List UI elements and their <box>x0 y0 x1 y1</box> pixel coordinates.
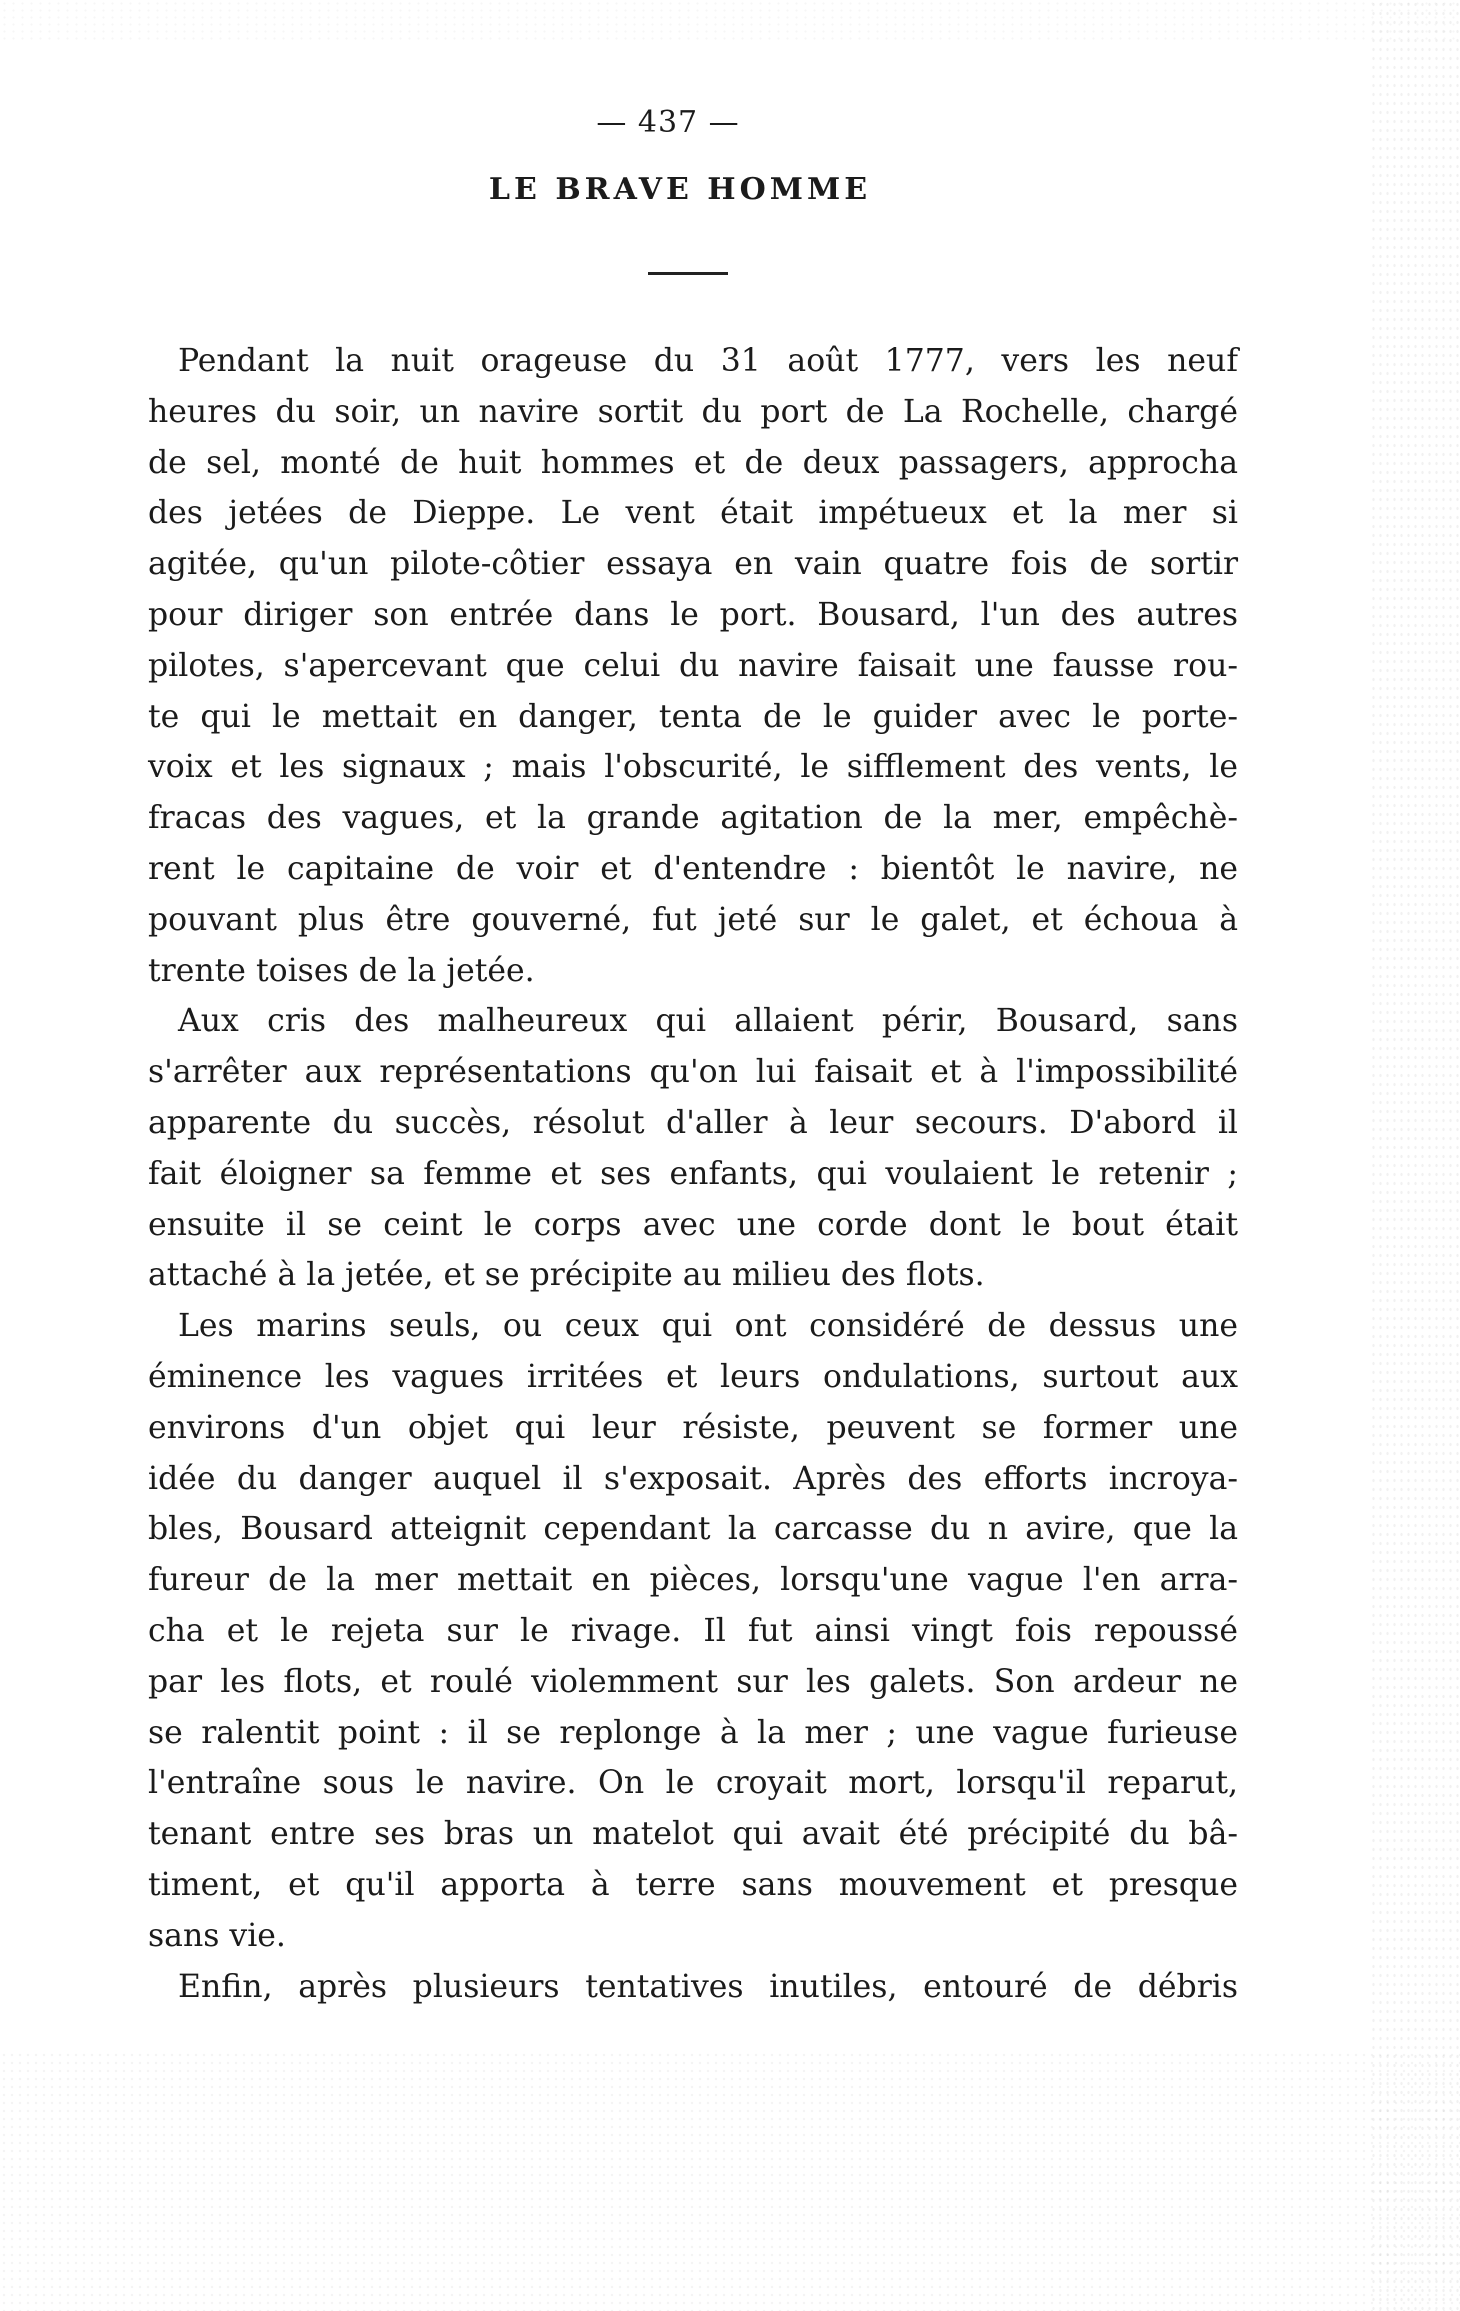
text-line: agitée, qu'un pilote-côtier essaya en vain quatre fois de sortir <box>148 546 1238 583</box>
text-line: Les marins seuls, ou ceux qui ont considéré de dessus une <box>178 1308 1238 1345</box>
text-line: par les flots, et roulé violemment sur les galets. Son ardeur ne <box>148 1663 1238 1700</box>
text-line: tenant entre ses bras un matelot qui avait été précipité du bâ- <box>148 1816 1238 1853</box>
text-line: environs d'un objet qui leur résiste, peuvent se former une <box>148 1409 1238 1446</box>
text-line: ensuite il se ceint le corps avec une corde dont le bout était <box>148 1206 1238 1243</box>
text-line: de sel, monté de huit hommes et de deux passagers, approcha <box>148 444 1238 481</box>
text-line: apparente du succès, résolut d'aller à leur secours. D'abord il <box>148 1104 1238 1141</box>
text-line: sans vie. <box>148 1917 286 1954</box>
text-line: fait éloigner sa femme et ses enfants, qui voulaient le retenir ; <box>148 1155 1238 1192</box>
text-line: pilotes, s'apercevant que celui du navire faisait une fausse rou- <box>148 647 1238 684</box>
text-line: pour diriger son entrée dans le port. Bousard, l'un des autres <box>148 596 1238 633</box>
text-line: fureur de la mer mettait en pièces, lorsqu'une vague l'en arra- <box>148 1562 1238 1599</box>
paragraph-1 <box>148 336 1238 996</box>
text-line: te qui le mettait en danger, tenta de le guider avec le porte- <box>148 698 1238 735</box>
text-line: Pendant la nuit orageuse du 31 août 1777, vers les neuf <box>178 343 1238 379</box>
page-number: — 437 — <box>596 105 740 140</box>
text-line: éminence les vagues irritées et leurs ondulations, surtout aux <box>148 1358 1238 1395</box>
text-line: idée du danger auquel il s'exposait. Après des efforts incroya- <box>148 1460 1238 1497</box>
scan-noise-right <box>1370 0 1460 2311</box>
paragraph-4 <box>148 1962 1238 2013</box>
text-line: des jetées de Dieppe. Le vent était impétueux et la mer si <box>148 495 1238 532</box>
text-line: fracas des vagues, et la grande agitation de la mer, empêchè- <box>148 800 1238 837</box>
text-line: rent le capitaine de voir et d'entendre : bientôt le navire, ne <box>148 850 1238 887</box>
text-line: Enfin, après plusieurs tentatives inutiles, entouré de débris <box>178 1968 1238 2005</box>
text-line: bles, Bousard atteignit cependant la carcasse du n avire, que la <box>148 1511 1238 1548</box>
text-line: s'arrêter aux représentations qu'on lui faisait et à l'impossibilité <box>148 1054 1238 1091</box>
scan-noise-top <box>0 0 1460 40</box>
paragraph-3 <box>148 1301 1238 1961</box>
text-line: cha et le rejeta sur le rivage. Il fut ainsi vingt fois repoussé <box>148 1612 1238 1649</box>
body-text <box>148 336 1238 2012</box>
text-line: voix et les signaux ; mais l'obscurité, le sifflement des vents, le <box>148 749 1238 786</box>
text-line: attaché à la jetée, et se précipite au milieu des flots. <box>148 1257 985 1294</box>
text-line: pouvant plus être gouverné, fut jeté sur le galet, et échoua à <box>148 901 1238 938</box>
scan-noise-bottom <box>0 2051 1460 2311</box>
text-line: l'entraîne sous le navire. On le croyait mort, lorsqu'il reparut, <box>148 1765 1238 1802</box>
text-line: timent, et qu'il apporta à terre sans mouvement et presque <box>148 1866 1238 1903</box>
text-line: se ralentit point : il se replonge à la mer ; une vague furieuse <box>148 1714 1238 1751</box>
text-line: heures du soir, un navire sortit du port de La Rochelle, chargé <box>148 393 1238 430</box>
text-line: Aux cris des malheureux qui allaient périr, Bousard, sans <box>178 1003 1238 1040</box>
page-title: LE BRAVE HOMME <box>488 172 872 207</box>
paragraph-2 <box>148 996 1238 1301</box>
title-divider <box>648 272 728 275</box>
text-line: trente toises de la jetée. <box>148 952 535 989</box>
